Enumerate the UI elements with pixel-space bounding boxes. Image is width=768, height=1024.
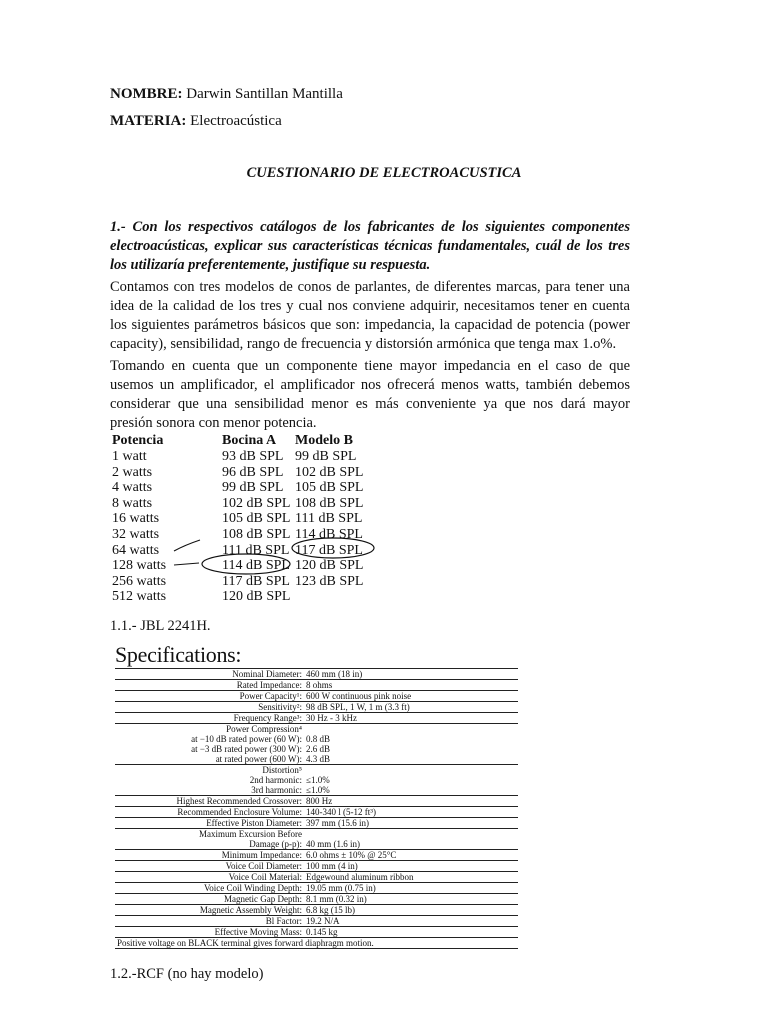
- spec-row: [115, 818, 518, 829]
- spl-bocina-a-cell: 99 dB SPL: [222, 480, 284, 496]
- spec-row: [115, 796, 518, 807]
- spec-key: Magnetic Gap Depth:: [224, 894, 302, 904]
- spec-row: [115, 883, 518, 894]
- subject-label: MATERIA:: [110, 113, 187, 129]
- spec-value: [304, 829, 518, 840]
- spl-power-cell: 256 watts: [112, 573, 167, 589]
- spec-value: 6.8 kg (15 lb): [306, 905, 355, 915]
- spec-row: [115, 713, 518, 724]
- spec-value: 4.3 dB: [306, 754, 331, 764]
- specifications-table: [115, 668, 518, 949]
- spec-key: Effective Piston Diameter:: [206, 818, 302, 828]
- spec-key: Recommended Enclosure Volume:: [177, 807, 302, 817]
- spec-value: 0.8 dB: [306, 734, 331, 744]
- spl-bocina-a-cell: 96 dB SPL: [222, 464, 284, 480]
- spl-bocina-a-cell: 120 dB SPL: [222, 589, 291, 605]
- spec-value: [304, 765, 518, 776]
- spec-row: [115, 894, 518, 905]
- spec-row: [115, 839, 518, 850]
- spec-key: Rated Impedance:: [236, 680, 302, 690]
- spl-header-modelo-b: Modelo B: [295, 432, 353, 448]
- spl-header-potencia: Potencia: [112, 432, 164, 448]
- spec-value: 30 Hz - 3 kHz: [306, 713, 357, 723]
- spec-footer-note: Positive voltage on BLACK terminal gives forward diaphragm motion.: [115, 938, 518, 949]
- spl-modelo-b-cell: 114 dB SPL: [295, 526, 363, 542]
- spl-bocina-a-cell: 105 dB SPL: [222, 511, 291, 527]
- spl-power-cell: 2 watts: [112, 464, 153, 480]
- paragraph-2: Tomando en cuenta que un componente tiene mayor impedancia en el caso de que usemos un amplificador, el amplificador nos ofrecerá menos watts, también debemos considerar que una sensibilidad menor es más conveniente ya que nos dará mayor presión sonora con menor potencia.: [110, 358, 630, 431]
- spl-bocina-a-cell: 111 dB SPL: [222, 542, 290, 558]
- spec-row: [115, 691, 518, 702]
- spec-row: [115, 724, 518, 735]
- spec-row: [115, 916, 518, 927]
- spec-key: Sensitivity²:: [258, 702, 302, 712]
- spl-bocina-a-cell: 102 dB SPL: [222, 495, 291, 511]
- document-title: CUESTIONARIO DE ELECTROACUSTICA: [246, 165, 522, 181]
- spl-power-cell: 16 watts: [112, 511, 160, 527]
- spec-row: [115, 669, 518, 680]
- spl-modelo-b-cell: 108 dB SPL: [295, 495, 364, 511]
- spec-key: Power Capacity¹:: [239, 691, 302, 701]
- spec-value: 19.2 N/A: [306, 916, 340, 926]
- spec-key: Distortion⁵: [262, 765, 302, 775]
- spl-power-cell: 8 watts: [112, 495, 153, 511]
- spec-key: Voice Coil Diameter:: [225, 861, 302, 871]
- question-text: 1.- Con los respectivos catálogos de los fabricantes de los siguientes componentes electroacústicas, explicar sus características técnicas fundamentales, cuál de los tres los utilizaría preferentemente, justifique su respuesta.: [110, 219, 630, 273]
- spec-value: 98 dB SPL, 1 W, 1 m (3.3 ft): [306, 702, 410, 712]
- spec-value: ≤1.0%: [306, 775, 330, 785]
- spl-power-cell: 512 watts: [112, 589, 167, 605]
- spec-value: 19.05 mm (0.75 in): [306, 883, 376, 893]
- spl-modelo-b-cell: 105 dB SPL: [295, 480, 364, 496]
- spec-key: Frequency Range³:: [233, 713, 302, 723]
- spl-modelo-b-cell: 117 dB SPL: [295, 542, 363, 558]
- spec-row: [115, 861, 518, 872]
- spec-key: Minimum Impedance:: [221, 850, 302, 860]
- spl-bocina-a-cell: 117 dB SPL: [222, 573, 290, 589]
- name-label: NOMBRE:: [110, 86, 183, 102]
- spec-key: at −3 dB rated power (300 W):: [191, 744, 302, 754]
- spec-row: [115, 754, 518, 765]
- spec-row: [115, 872, 518, 883]
- spl-power-cell: 1 watt: [112, 449, 147, 464]
- spec-row: [115, 905, 518, 916]
- spec-value: 600 W continuous pink noise: [306, 691, 412, 701]
- spec-key: Power Compression⁴: [226, 724, 302, 734]
- spec-row: [115, 807, 518, 818]
- name-value: Darwin Santillan Mantilla: [186, 86, 343, 102]
- spec-key: 2nd harmonic:: [249, 775, 302, 785]
- spec-footer-row: [115, 938, 518, 949]
- spec-value: 100 mm (4 in): [306, 861, 358, 871]
- spec-key: Highest Recommended Crossover:: [176, 796, 302, 806]
- section-1-2: 1.2.-RCF (no hay modelo): [110, 966, 264, 982]
- spec-key: 3rd harmonic:: [251, 785, 302, 795]
- spec-value: Edgewound aluminum ribbon: [306, 872, 414, 882]
- spec-key: Nominal Diameter:: [232, 669, 302, 679]
- spec-value: 2.6 dB: [306, 744, 331, 754]
- spec-key: Voice Coil Material:: [228, 872, 302, 882]
- spl-power-cell: 32 watts: [112, 526, 160, 542]
- spec-value: 800 Hz: [306, 796, 333, 806]
- spl-bocina-a-cell: 108 dB SPL: [222, 526, 291, 542]
- spl-bocina-a-cell: 93 dB SPL: [222, 449, 284, 464]
- spec-value: 460 mm (18 in): [306, 669, 363, 679]
- spl-header-bocina-a: Bocina A: [222, 432, 277, 448]
- spl-modelo-b-cell: 111 dB SPL: [295, 511, 363, 527]
- spl-modelo-b-cell: 102 dB SPL: [295, 464, 364, 480]
- spec-key: Maximum Excursion Before: [199, 829, 302, 839]
- arrow-line-128: [174, 563, 199, 565]
- subject-value: Electroacústica: [190, 113, 282, 129]
- spec-row: [115, 927, 518, 938]
- spec-key: at rated power (600 W):: [215, 754, 302, 764]
- paragraph-1: Contamos con tres modelos de conos de parlantes, de diferentes marcas, para tener una idea de la calidad de los tres y cual nos conviene adquirir, necesitamos tener en cuenta los siguientes parámetros básicos que son: impedancia, la capacidad de potencia (power capacity), sensibilidad, rango de frecuencia y distorsión armónica que tenga max 1.o%.: [110, 279, 630, 352]
- spec-key: at −10 dB rated power (60 W):: [191, 734, 302, 744]
- spl-power-cell: 4 watts: [112, 480, 153, 496]
- spl-power-cell: 128 watts: [112, 558, 167, 574]
- spec-value: 0.145 kg: [306, 927, 338, 937]
- spec-value: 40 mm (1.6 in): [306, 839, 360, 849]
- spec-row: [115, 829, 518, 840]
- section-1-1: 1.1.- JBL 2241H.: [110, 618, 211, 634]
- spec-key: Effective Moving Mass:: [214, 927, 302, 937]
- spec-value: 8 ohms: [306, 680, 333, 690]
- spl-modelo-b-cell: 120 dB SPL: [295, 558, 364, 574]
- spec-value: [304, 724, 518, 735]
- spec-row: [115, 702, 518, 713]
- spec-row: [115, 680, 518, 691]
- spec-row: [115, 850, 518, 861]
- spec-value: 140-340 l (5-12 ft³): [306, 807, 376, 817]
- spl-power-cell: 64 watts: [112, 542, 160, 558]
- spl-bocina-a-cell: 114 dB SPL: [222, 558, 290, 574]
- spec-row: [115, 734, 518, 744]
- spec-key: Bl Factor:: [265, 916, 302, 926]
- spec-key: Voice Coil Winding Depth:: [203, 883, 302, 893]
- spl-modelo-b-cell: 123 dB SPL: [295, 573, 364, 589]
- spec-row: [115, 785, 518, 796]
- spec-row: [115, 744, 518, 754]
- specifications-heading: Specifications:: [115, 642, 242, 667]
- spec-value: ≤1.0%: [306, 785, 330, 795]
- spec-row: [115, 765, 518, 776]
- spec-key: Magnetic Assembly Weight:: [199, 905, 302, 915]
- spec-key: Damage (p-p):: [249, 839, 302, 849]
- spec-value: 8.1 mm (0.32 in): [306, 894, 367, 904]
- spec-value: 6.0 ohms ± 10% @ 25°C: [306, 850, 397, 860]
- circle-mark-modelo-b: [292, 538, 374, 558]
- spec-row: [115, 775, 518, 785]
- spec-value: 397 mm (15.6 in): [306, 818, 369, 828]
- circle-mark-bocina-a: [202, 554, 290, 574]
- spl-modelo-b-cell: 99 dB SPL: [295, 449, 357, 464]
- arrow-line-64: [174, 540, 200, 551]
